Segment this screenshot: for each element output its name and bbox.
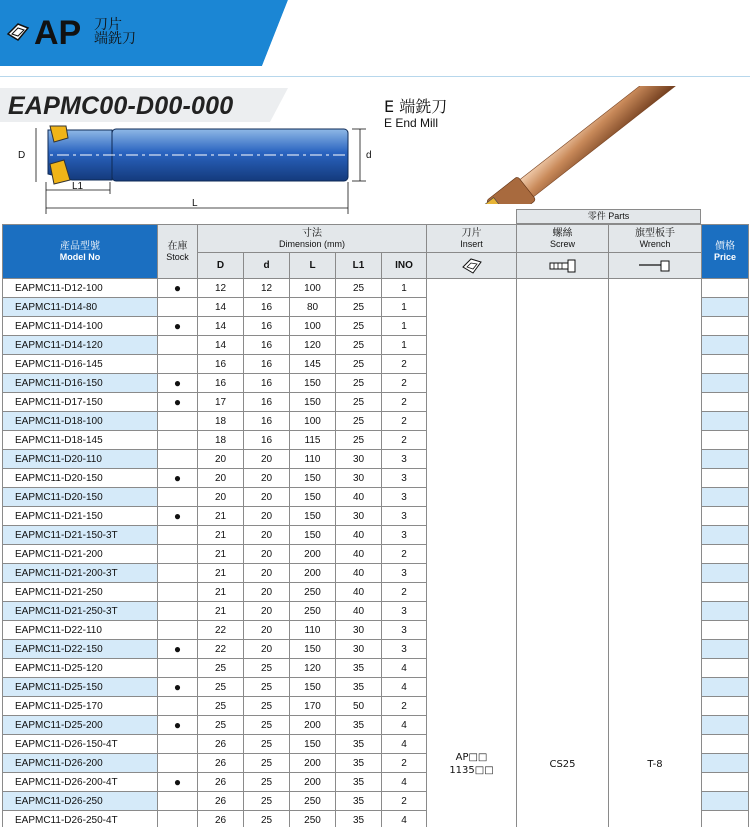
series-subtitle-line1: 刀片 [94, 17, 122, 33]
model-cell: EAPMC11-D14-120 [3, 336, 158, 355]
dim-d-cell: 20 [244, 450, 290, 469]
dim-d-cell: 25 [244, 678, 290, 697]
dim-d-cell: 26 [198, 773, 244, 792]
screw-spec-cell: CS25 [517, 279, 609, 827]
dim-l-cell: 120 [290, 659, 336, 678]
dim-ino-cell: 2 [382, 393, 427, 412]
header-price-cn: 價格 [715, 241, 735, 252]
price-cell [702, 754, 749, 773]
model-cell: EAPMC11-D26-200-4T [3, 773, 158, 792]
price-cell [702, 792, 749, 811]
label-d: d [366, 150, 372, 161]
dim-d-cell: 20 [244, 564, 290, 583]
dim-l-cell: 250 [290, 602, 336, 621]
header-dimension-en: Dimension (mm) [278, 239, 345, 249]
header-model-en: Model No [59, 252, 101, 262]
dim-l-cell: 80 [290, 298, 336, 317]
dim-l1-cell: 35 [336, 735, 382, 754]
dim-d-cell: 20 [244, 545, 290, 564]
dim-d-cell: 12 [244, 279, 290, 298]
dim-d-cell: 16 [244, 393, 290, 412]
dim-ino-cell: 3 [382, 602, 427, 621]
dim-l-cell: 120 [290, 336, 336, 355]
price-cell [702, 336, 749, 355]
stock-cell [158, 526, 198, 545]
dim-ino-cell: 2 [382, 545, 427, 564]
price-cell [702, 298, 749, 317]
header-col-L1: L1 [336, 253, 382, 279]
dim-d-cell: 20 [244, 602, 290, 621]
dim-d-cell: 20 [198, 488, 244, 507]
dim-l1-cell: 35 [336, 811, 382, 827]
dim-d-cell: 21 [198, 507, 244, 526]
dim-ino-cell: 2 [382, 355, 427, 374]
stock-cell [158, 412, 198, 431]
dim-l1-cell: 50 [336, 697, 382, 716]
model-cell: EAPMC11-D20-150 [3, 488, 158, 507]
header-col-d: d [244, 253, 290, 279]
stock-cell [158, 697, 198, 716]
dim-l-cell: 110 [290, 621, 336, 640]
table-row [3, 279, 749, 298]
dim-l-cell: 200 [290, 545, 336, 564]
dim-d-cell: 25 [244, 735, 290, 754]
price-cell [702, 450, 749, 469]
model-cell: EAPMC11-D20-150 [3, 469, 158, 488]
dim-ino-cell: 1 [382, 279, 427, 298]
dim-ino-cell: 4 [382, 659, 427, 678]
stock-cell [158, 355, 198, 374]
dim-d-cell: 25 [198, 716, 244, 735]
stock-cell [158, 298, 198, 317]
stock-dot-icon: ● [158, 640, 198, 659]
price-cell [702, 697, 749, 716]
price-cell [702, 773, 749, 792]
model-cell: EAPMC11-D21-250 [3, 583, 158, 602]
dim-ino-cell: 2 [382, 792, 427, 811]
divider [0, 76, 750, 77]
header-price [702, 225, 749, 279]
dim-ino-cell: 4 [382, 716, 427, 735]
dim-l1-cell: 30 [336, 507, 382, 526]
product-type-cn: E 端銑刀 [384, 97, 448, 116]
stock-cell [158, 431, 198, 450]
header-wrench-cn: 旗型板手 [635, 228, 675, 239]
header-screw-cn: 螺絲 [552, 228, 573, 239]
dim-d-cell: 16 [244, 298, 290, 317]
dim-d-cell: 25 [244, 754, 290, 773]
dim-l-cell: 100 [290, 412, 336, 431]
price-cell [702, 412, 749, 431]
header-dimension [198, 225, 427, 253]
price-cell [702, 678, 749, 697]
dim-d-cell: 25 [244, 792, 290, 811]
dim-d-cell: 20 [244, 526, 290, 545]
dim-l1-cell: 30 [336, 450, 382, 469]
parts-group-header: 零件 Parts [516, 209, 701, 224]
stock-dot-icon: ● [158, 716, 198, 735]
dim-d-cell: 20 [244, 488, 290, 507]
tool-photo [462, 86, 702, 204]
dim-d-cell: 18 [198, 431, 244, 450]
label-D: D [18, 150, 26, 161]
dim-l1-cell: 25 [336, 298, 382, 317]
dim-d-cell: 21 [198, 545, 244, 564]
dim-d-cell: 20 [198, 469, 244, 488]
dim-ino-cell: 1 [382, 336, 427, 355]
dim-d-cell: 25 [244, 811, 290, 827]
price-cell [702, 279, 749, 298]
price-cell [702, 602, 749, 621]
price-cell [702, 488, 749, 507]
dim-d-cell: 14 [198, 317, 244, 336]
dim-d-cell: 22 [198, 621, 244, 640]
model-cell: EAPMC11-D25-150 [3, 678, 158, 697]
dim-l1-cell: 35 [336, 754, 382, 773]
dim-l-cell: 110 [290, 450, 336, 469]
header-col-L: L [290, 253, 336, 279]
dim-d-cell: 17 [198, 393, 244, 412]
dim-ino-cell: 2 [382, 754, 427, 773]
price-cell [702, 564, 749, 583]
header-stock [158, 225, 198, 279]
insert-icon-cell [427, 253, 517, 279]
dim-l-cell: 150 [290, 735, 336, 754]
dim-l-cell: 100 [290, 279, 336, 298]
dim-l-cell: 150 [290, 374, 336, 393]
stock-cell [158, 659, 198, 678]
price-cell [702, 431, 749, 450]
dim-l1-cell: 35 [336, 792, 382, 811]
header-col-INO: INO [382, 253, 427, 279]
dim-l-cell: 200 [290, 754, 336, 773]
dim-ino-cell: 2 [382, 431, 427, 450]
price-cell [702, 545, 749, 564]
dim-d-cell: 21 [198, 602, 244, 621]
dim-ino-cell: 4 [382, 678, 427, 697]
model-cell: EAPMC11-D18-145 [3, 431, 158, 450]
dim-ino-cell: 3 [382, 469, 427, 488]
stock-dot-icon: ● [158, 469, 198, 488]
dim-d-cell: 16 [244, 374, 290, 393]
dim-l-cell: 250 [290, 811, 336, 827]
header-stock-cn: 在庫 [167, 241, 188, 252]
model-cell: EAPMC11-D12-100 [3, 279, 158, 298]
dim-d-cell: 16 [244, 431, 290, 450]
price-cell [702, 735, 749, 754]
stock-cell [158, 621, 198, 640]
wrench-spec-cell: T-8 [609, 279, 702, 827]
model-cell: EAPMC11-D25-170 [3, 697, 158, 716]
price-cell [702, 507, 749, 526]
dim-d-cell: 14 [198, 336, 244, 355]
insert-spec-line1: AP□□ [455, 752, 488, 763]
model-cell: EAPMC11-D21-200-3T [3, 564, 158, 583]
stock-cell [158, 450, 198, 469]
price-cell [702, 469, 749, 488]
header-col-D: D [198, 253, 244, 279]
label-L: L [192, 198, 198, 209]
model-cell: EAPMC11-D21-150-3T [3, 526, 158, 545]
dim-ino-cell: 3 [382, 488, 427, 507]
dim-ino-cell: 4 [382, 811, 427, 827]
dim-ino-cell: 3 [382, 526, 427, 545]
dim-d-cell: 16 [244, 355, 290, 374]
model-cell: EAPMC11-D18-100 [3, 412, 158, 431]
header-wrench [609, 225, 702, 253]
dim-l1-cell: 30 [336, 469, 382, 488]
dim-d-cell: 25 [198, 678, 244, 697]
price-cell [702, 317, 749, 336]
model-cell: EAPMC11-D21-200 [3, 545, 158, 564]
dim-l1-cell: 40 [336, 602, 382, 621]
dim-l-cell: 150 [290, 678, 336, 697]
dim-ino-cell: 3 [382, 640, 427, 659]
stock-cell [158, 735, 198, 754]
price-cell [702, 374, 749, 393]
dim-l-cell: 250 [290, 792, 336, 811]
price-cell [702, 621, 749, 640]
header-stock-en: Stock [166, 252, 189, 262]
model-cell: EAPMC11-D21-250-3T [3, 602, 158, 621]
dim-d-cell: 25 [198, 659, 244, 678]
header-insert [427, 225, 517, 253]
dim-ino-cell: 4 [382, 773, 427, 792]
header-insert-cn: 刀片 [461, 228, 482, 239]
dim-d-cell: 16 [198, 374, 244, 393]
stock-cell [158, 488, 198, 507]
header-model-cn: 產品型號 [60, 241, 100, 252]
dim-l-cell: 250 [290, 583, 336, 602]
dim-l-cell: 145 [290, 355, 336, 374]
dim-d-cell: 25 [244, 716, 290, 735]
insert-icon [461, 257, 483, 275]
stock-cell [158, 792, 198, 811]
stock-cell [158, 336, 198, 355]
dim-d-cell: 20 [244, 621, 290, 640]
dim-d-cell: 20 [244, 507, 290, 526]
stock-cell [158, 811, 198, 827]
dim-d-cell: 16 [244, 412, 290, 431]
dim-d-cell: 16 [198, 355, 244, 374]
insert-logo-icon [6, 22, 30, 44]
dim-d-cell: 25 [244, 659, 290, 678]
dim-d-cell: 20 [198, 450, 244, 469]
dim-l1-cell: 35 [336, 773, 382, 792]
dim-l1-cell: 25 [336, 412, 382, 431]
stock-cell [158, 545, 198, 564]
dim-l-cell: 150 [290, 488, 336, 507]
model-cell: EAPMC11-D14-80 [3, 298, 158, 317]
dim-l1-cell: 35 [336, 678, 382, 697]
dim-d-cell: 25 [198, 697, 244, 716]
dim-d-cell: 26 [198, 754, 244, 773]
dim-ino-cell: 3 [382, 450, 427, 469]
insert-spec-line2: 1135□□ [449, 765, 494, 776]
dim-d-cell: 25 [244, 697, 290, 716]
price-cell [702, 640, 749, 659]
header-price-en: Price [713, 252, 737, 262]
stock-dot-icon: ● [158, 773, 198, 792]
stock-dot-icon: ● [158, 374, 198, 393]
model-cell: EAPMC11-D26-200 [3, 754, 158, 773]
dim-d-cell: 26 [198, 792, 244, 811]
stock-cell [158, 583, 198, 602]
dim-l1-cell: 25 [336, 336, 382, 355]
screw-icon [548, 259, 578, 273]
dim-l1-cell: 40 [336, 564, 382, 583]
stock-cell [158, 602, 198, 621]
model-cell: EAPMC11-D14-100 [3, 317, 158, 336]
dim-ino-cell: 2 [382, 374, 427, 393]
header-insert-en: Insert [460, 239, 483, 249]
dim-d-cell: 26 [198, 811, 244, 827]
price-cell [702, 659, 749, 678]
dim-ino-cell: 2 [382, 412, 427, 431]
dim-l1-cell: 25 [336, 355, 382, 374]
stock-dot-icon: ● [158, 393, 198, 412]
stock-cell [158, 754, 198, 773]
dim-l1-cell: 25 [336, 393, 382, 412]
spec-table [2, 224, 749, 827]
dim-ino-cell: 3 [382, 564, 427, 583]
dim-l-cell: 150 [290, 507, 336, 526]
header-screw-en: Screw [549, 239, 575, 249]
dim-l1-cell: 30 [336, 621, 382, 640]
dim-d-cell: 20 [244, 640, 290, 659]
dim-l1-cell: 40 [336, 526, 382, 545]
screw-icon-cell [517, 253, 609, 279]
dim-l1-cell: 25 [336, 317, 382, 336]
header-dimension-cn: 寸法 [302, 228, 322, 239]
dim-ino-cell: 2 [382, 583, 427, 602]
spec-table-body [3, 279, 749, 827]
dim-ino-cell: 2 [382, 697, 427, 716]
dim-ino-cell: 1 [382, 298, 427, 317]
price-cell [702, 716, 749, 735]
dim-d-cell: 18 [198, 412, 244, 431]
stock-dot-icon: ● [158, 317, 198, 336]
wrench-icon-cell [609, 253, 702, 279]
series-code: AP [34, 14, 82, 52]
dim-l1-cell: 35 [336, 716, 382, 735]
wrench-icon [637, 259, 673, 273]
model-cell: EAPMC11-D25-120 [3, 659, 158, 678]
series-subtitle-line2: 端銑刀 [94, 31, 136, 47]
dim-d-cell: 26 [198, 735, 244, 754]
stock-dot-icon: ● [158, 507, 198, 526]
dim-l-cell: 150 [290, 526, 336, 545]
dim-d-cell: 21 [198, 564, 244, 583]
dim-l1-cell: 40 [336, 545, 382, 564]
dim-ino-cell: 3 [382, 621, 427, 640]
dim-l1-cell: 40 [336, 583, 382, 602]
insert-spec-cell [427, 279, 517, 827]
dim-d-cell: 20 [244, 469, 290, 488]
price-cell [702, 393, 749, 412]
dim-l-cell: 150 [290, 640, 336, 659]
dim-l-cell: 150 [290, 393, 336, 412]
dim-l-cell: 150 [290, 469, 336, 488]
dim-l-cell: 115 [290, 431, 336, 450]
dim-l-cell: 200 [290, 773, 336, 792]
model-cell: EAPMC11-D16-150 [3, 374, 158, 393]
dim-l-cell: 170 [290, 697, 336, 716]
dim-ino-cell: 1 [382, 317, 427, 336]
dim-ino-cell: 4 [382, 735, 427, 754]
header-model [3, 225, 158, 279]
dim-d-cell: 14 [198, 298, 244, 317]
dim-d-cell: 20 [244, 583, 290, 602]
model-cell: EAPMC11-D20-110 [3, 450, 158, 469]
dim-d-cell: 21 [198, 583, 244, 602]
stock-dot-icon: ● [158, 279, 198, 298]
dim-d-cell: 25 [244, 773, 290, 792]
dim-l-cell: 100 [290, 317, 336, 336]
product-type-en: E End Mill [384, 116, 439, 130]
model-cell: EAPMC11-D17-150 [3, 393, 158, 412]
header-banner [0, 0, 300, 66]
header-wrench-en: Wrench [639, 239, 671, 249]
dim-d-cell: 12 [198, 279, 244, 298]
dim-l1-cell: 40 [336, 488, 382, 507]
dim-l-cell: 200 [290, 716, 336, 735]
price-cell [702, 811, 749, 827]
dim-l1-cell: 25 [336, 431, 382, 450]
tool-drawing [14, 124, 374, 216]
model-cell: EAPMC11-D26-150-4T [3, 735, 158, 754]
dim-l1-cell: 35 [336, 659, 382, 678]
model-cell: EAPMC11-D21-150 [3, 507, 158, 526]
series-subtitle [94, 18, 136, 46]
dim-d-cell: 21 [198, 526, 244, 545]
spec-table-container [2, 224, 749, 827]
dim-l1-cell: 30 [336, 640, 382, 659]
model-cell: EAPMC11-D25-200 [3, 716, 158, 735]
stock-cell [158, 564, 198, 583]
dim-d-cell: 22 [198, 640, 244, 659]
product-title: EAPMC00-D00-000 [8, 92, 234, 120]
model-cell: EAPMC11-D22-150 [3, 640, 158, 659]
dim-d-cell: 16 [244, 336, 290, 355]
label-L1: L1 [72, 181, 84, 192]
dim-d-cell: 16 [244, 317, 290, 336]
price-cell [702, 583, 749, 602]
model-cell: EAPMC11-D22-110 [3, 621, 158, 640]
price-cell [702, 526, 749, 545]
model-cell: EAPMC11-D16-145 [3, 355, 158, 374]
dim-ino-cell: 3 [382, 507, 427, 526]
model-cell: EAPMC11-D26-250-4T [3, 811, 158, 827]
dim-l1-cell: 25 [336, 279, 382, 298]
dim-l-cell: 200 [290, 564, 336, 583]
header-screw [517, 225, 609, 253]
stock-dot-icon: ● [158, 678, 198, 697]
dim-l1-cell: 25 [336, 374, 382, 393]
model-cell: EAPMC11-D26-250 [3, 792, 158, 811]
price-cell [702, 355, 749, 374]
